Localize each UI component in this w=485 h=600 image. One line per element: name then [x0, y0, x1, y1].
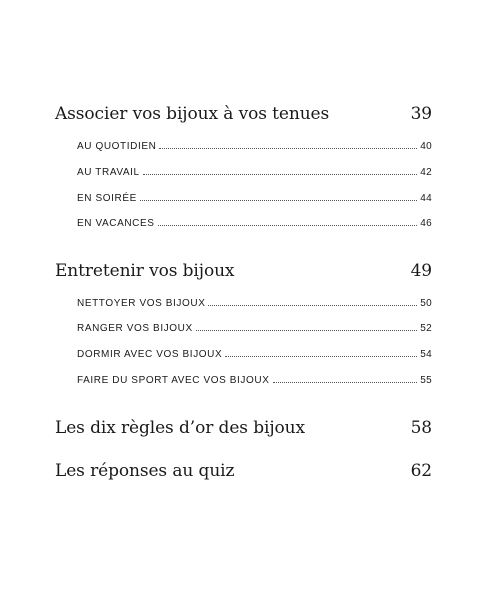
- entry-label: DORMIR AVEC VOS BIJOUX: [77, 349, 223, 360]
- entry-page-number: 54: [420, 349, 432, 360]
- dot-leader: [208, 305, 417, 306]
- dot-leader: [159, 148, 417, 149]
- dot-leader: [158, 225, 418, 226]
- chapter-title: Associer vos bijoux à vos tenues: [55, 104, 330, 124]
- chapter-page-number: 58: [410, 418, 432, 438]
- entry-label: RANGER VOS BIJOUX: [77, 323, 193, 334]
- toc-entry-en-vacances[interactable]: [77, 217, 432, 231]
- dot-leader: [196, 330, 417, 331]
- toc-entry-sport[interactable]: [77, 374, 432, 388]
- toc-entry-au-travail[interactable]: [77, 166, 432, 180]
- entry-page-number: 50: [420, 298, 432, 309]
- dot-leader: [225, 356, 417, 357]
- toc-chapter-entretenir[interactable]: [55, 261, 432, 281]
- toc-entry-en-soiree[interactable]: [77, 192, 432, 206]
- entry-label: NETTOYER VOS BIJOUX: [77, 298, 206, 309]
- toc-chapter-regles[interactable]: [55, 418, 432, 438]
- toc-entry-dormir[interactable]: [77, 348, 432, 362]
- dot-leader: [273, 382, 418, 383]
- toc-entry-ranger[interactable]: [77, 322, 432, 336]
- entry-label: EN SOIRÉE: [77, 193, 137, 204]
- entry-page-number: 42: [420, 167, 432, 178]
- chapter-title: Les dix règles d’or des bijoux: [55, 418, 305, 438]
- entry-label: AU QUOTIDIEN: [77, 141, 157, 152]
- toc-chapter-associer[interactable]: [55, 104, 432, 124]
- entry-label: AU TRAVAIL: [77, 167, 140, 178]
- entry-page-number: 40: [420, 141, 432, 152]
- entry-page-number: 46: [420, 218, 432, 229]
- chapter-page-number: 39: [410, 104, 432, 124]
- dot-leader: [140, 200, 417, 201]
- chapter-page-number: 62: [410, 461, 432, 481]
- entry-label: FAIRE DU SPORT AVEC VOS BIJOUX: [77, 375, 270, 386]
- entry-page-number: 44: [420, 193, 432, 204]
- entry-page-number: 52: [420, 323, 432, 334]
- entry-page-number: 55: [420, 375, 432, 386]
- toc-entry-nettoyer[interactable]: [77, 297, 432, 311]
- entry-label: EN VACANCES: [77, 218, 155, 229]
- chapter-title: Les réponses au quiz: [55, 461, 235, 481]
- chapter-page-number: 49: [410, 261, 432, 281]
- toc-chapter-reponses[interactable]: [55, 461, 432, 481]
- chapter-title: Entretenir vos bijoux: [55, 261, 235, 281]
- toc-entry-au-quotidien[interactable]: [77, 140, 432, 154]
- dot-leader: [143, 174, 418, 175]
